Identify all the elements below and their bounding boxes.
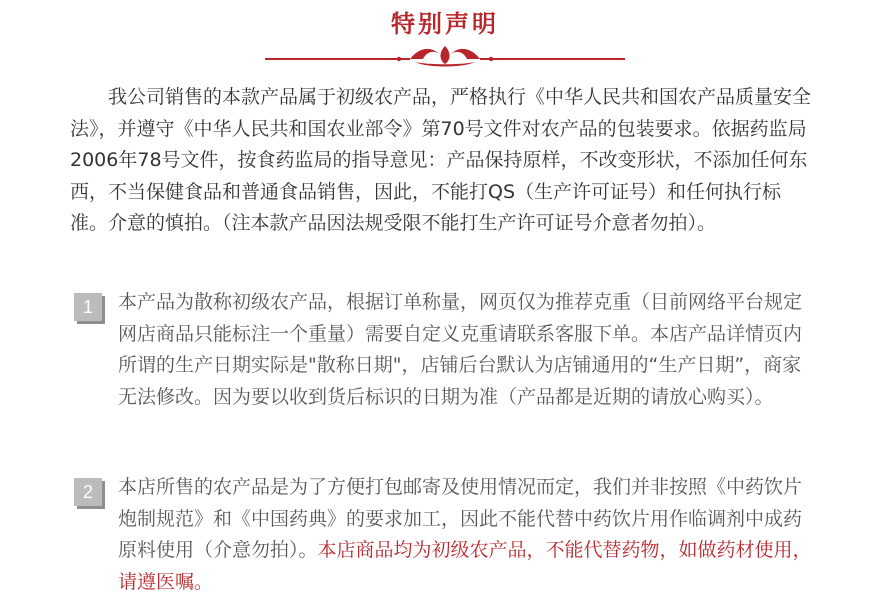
item-text [118,472,817,598]
highlight-warning-text: 本店商品均为初级农产品，不能代替药物，如做药材使用，请遵医嘱。 [118,539,812,593]
item-number-badge: 1 [74,293,102,321]
page-title: 特别声明 [391,10,499,38]
item-text: 本产品为散称初级农产品，根据订单称量，网页仅为推荐克重（目前网络平台规定网店商品只能标注一个重量）需要自定义克重请联系客服下单。本店产品详情页内所谓的生产日期实际是"散称日期"，店铺后台默认为店铺通用的“生产日期”，商家无法修改。因为要以收到货后标识的日期为准（产品都是近期的请放心购买）。 [118,291,803,408]
intro-paragraph: 我公司销售的本款产品属于初级农产品，严格执行《中华人民共和国农产品质量安全法》，并遵守《中华人民共和国农业部令》第70号文件对农产品的包装要求。依据药监局2006年78号文件，按食药监局的指导意见：产品保持原样，不改变形状，不添加任何东西，不当保健食品和普通食品销售，因此，不能打QS（生产许可证号）和任何执行标准。介意的慎拍。（注本款产品因法规受限不能打生产许可证号介意者勿拍）。 [70,86,812,234]
title-ornament [265,40,625,70]
item-body-text: 本店所售的农产品是为了方便打包邮寄及使用情况而定，我们并非按照《中药饮片炮制规范》和《中国药典》的要求加工，因此不能代替中药饮片用作临调剂中成药原料使用（介意勿拍）。 [118,476,803,561]
item-number-badge: 2 [74,478,102,506]
notice-item-2 [72,472,817,598]
notice-item-1 [72,287,817,413]
